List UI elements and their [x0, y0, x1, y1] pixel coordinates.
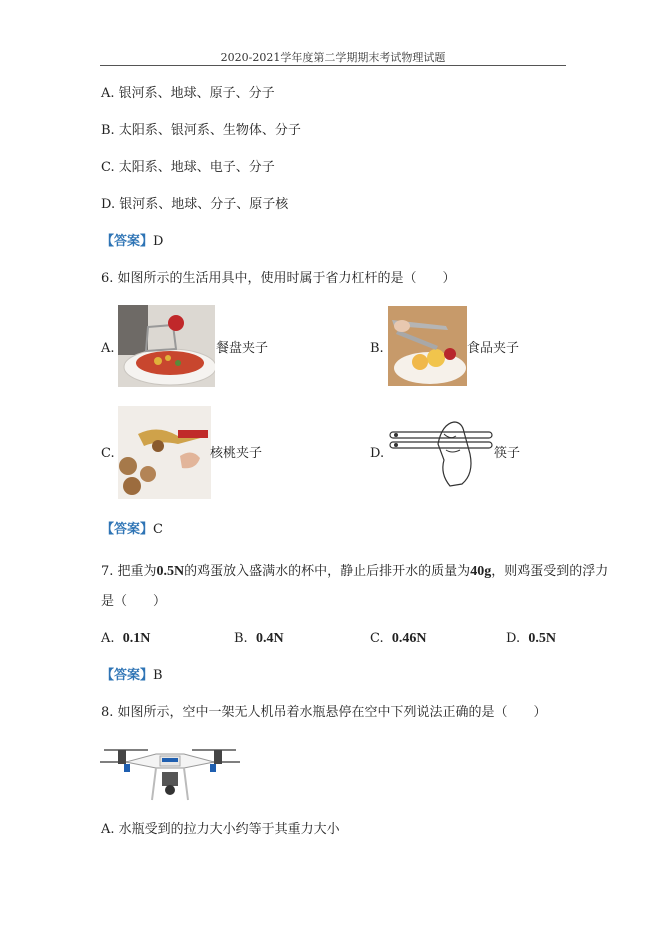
walnut-cracker-image	[118, 406, 211, 499]
answer-value: B	[153, 668, 163, 683]
q6-answer	[101, 522, 163, 538]
option-value: 0.1N	[122, 631, 151, 646]
q7-weight: 0.5N	[156, 564, 185, 579]
q7-answer	[101, 668, 163, 684]
q7-option-d	[506, 631, 556, 647]
answer-tag: 【答案】	[101, 234, 154, 249]
option-letter: A.	[101, 631, 115, 646]
food-tongs-image	[388, 306, 467, 386]
drone-image	[100, 738, 240, 804]
q6-option-c-letter: C.	[101, 446, 115, 461]
answer-tag: 【答案】	[101, 668, 154, 683]
q6-option-c-label: 核桃夹子	[210, 446, 263, 461]
q7-stem-text: ，则鸡蛋受到的浮力	[491, 564, 609, 579]
option-letter: C.	[370, 631, 384, 646]
q5-option-b: B. 太阳系、银河系、生物体、分子	[101, 123, 301, 138]
q7-stem-text: 7. 把重为	[101, 564, 157, 579]
q6-option-a-letter: A.	[101, 341, 115, 356]
option-value: 0.4N	[255, 631, 284, 646]
q7-stem-line2: 是（ ）	[101, 594, 167, 609]
option-value: 0.46N	[391, 631, 427, 646]
q6-option-b-letter: B.	[370, 341, 384, 356]
answer-value: C	[153, 522, 163, 537]
q7-option-a	[101, 631, 150, 647]
q6-option-b-label: 食品夹子	[467, 341, 520, 356]
q7-stem-text: 的鸡蛋放入盛满水的杯中，静止后排开水的质量为	[184, 564, 471, 579]
q6-option-a-label: 餐盘夹子	[216, 341, 269, 356]
q6-option-d-letter: D.	[370, 446, 385, 461]
q8-stem: 8. 如图所示，空中一架无人机吊着水瓶悬停在空中下列说法正确的是（ ）	[101, 705, 547, 720]
option-value: 0.5N	[528, 631, 556, 646]
q5-option-c: C. 太阳系、地球、电子、分子	[101, 160, 275, 175]
answer-value: D	[153, 234, 164, 249]
option-letter: D.	[506, 631, 521, 646]
q6-option-d-label: 筷子	[494, 446, 521, 461]
q7-option-c	[370, 631, 427, 647]
q7-option-b	[234, 631, 284, 647]
chopsticks-image	[388, 414, 494, 490]
answer-tag: 【答案】	[101, 522, 154, 537]
option-letter: B.	[234, 631, 248, 646]
q5-option-d: D. 银河系、地球、分子、原子核	[101, 197, 289, 212]
q6-stem: 6. 如图所示的生活用具中，使用时属于省力杠杆的是（ ）	[101, 271, 456, 286]
header-rule	[100, 65, 566, 66]
q7-mass: 40g	[470, 564, 492, 579]
plate-clamp-image	[118, 305, 215, 387]
q8-option-a: A. 水瓶受到的拉力大小约等于其重力大小	[101, 822, 340, 837]
q5-answer	[101, 234, 163, 250]
page-header: 2020-2021学年度第二学期期末考试物理试题	[220, 51, 446, 64]
q7-stem-line1	[101, 564, 608, 580]
q5-option-a: A. 银河系、地球、原子、分子	[101, 86, 275, 101]
